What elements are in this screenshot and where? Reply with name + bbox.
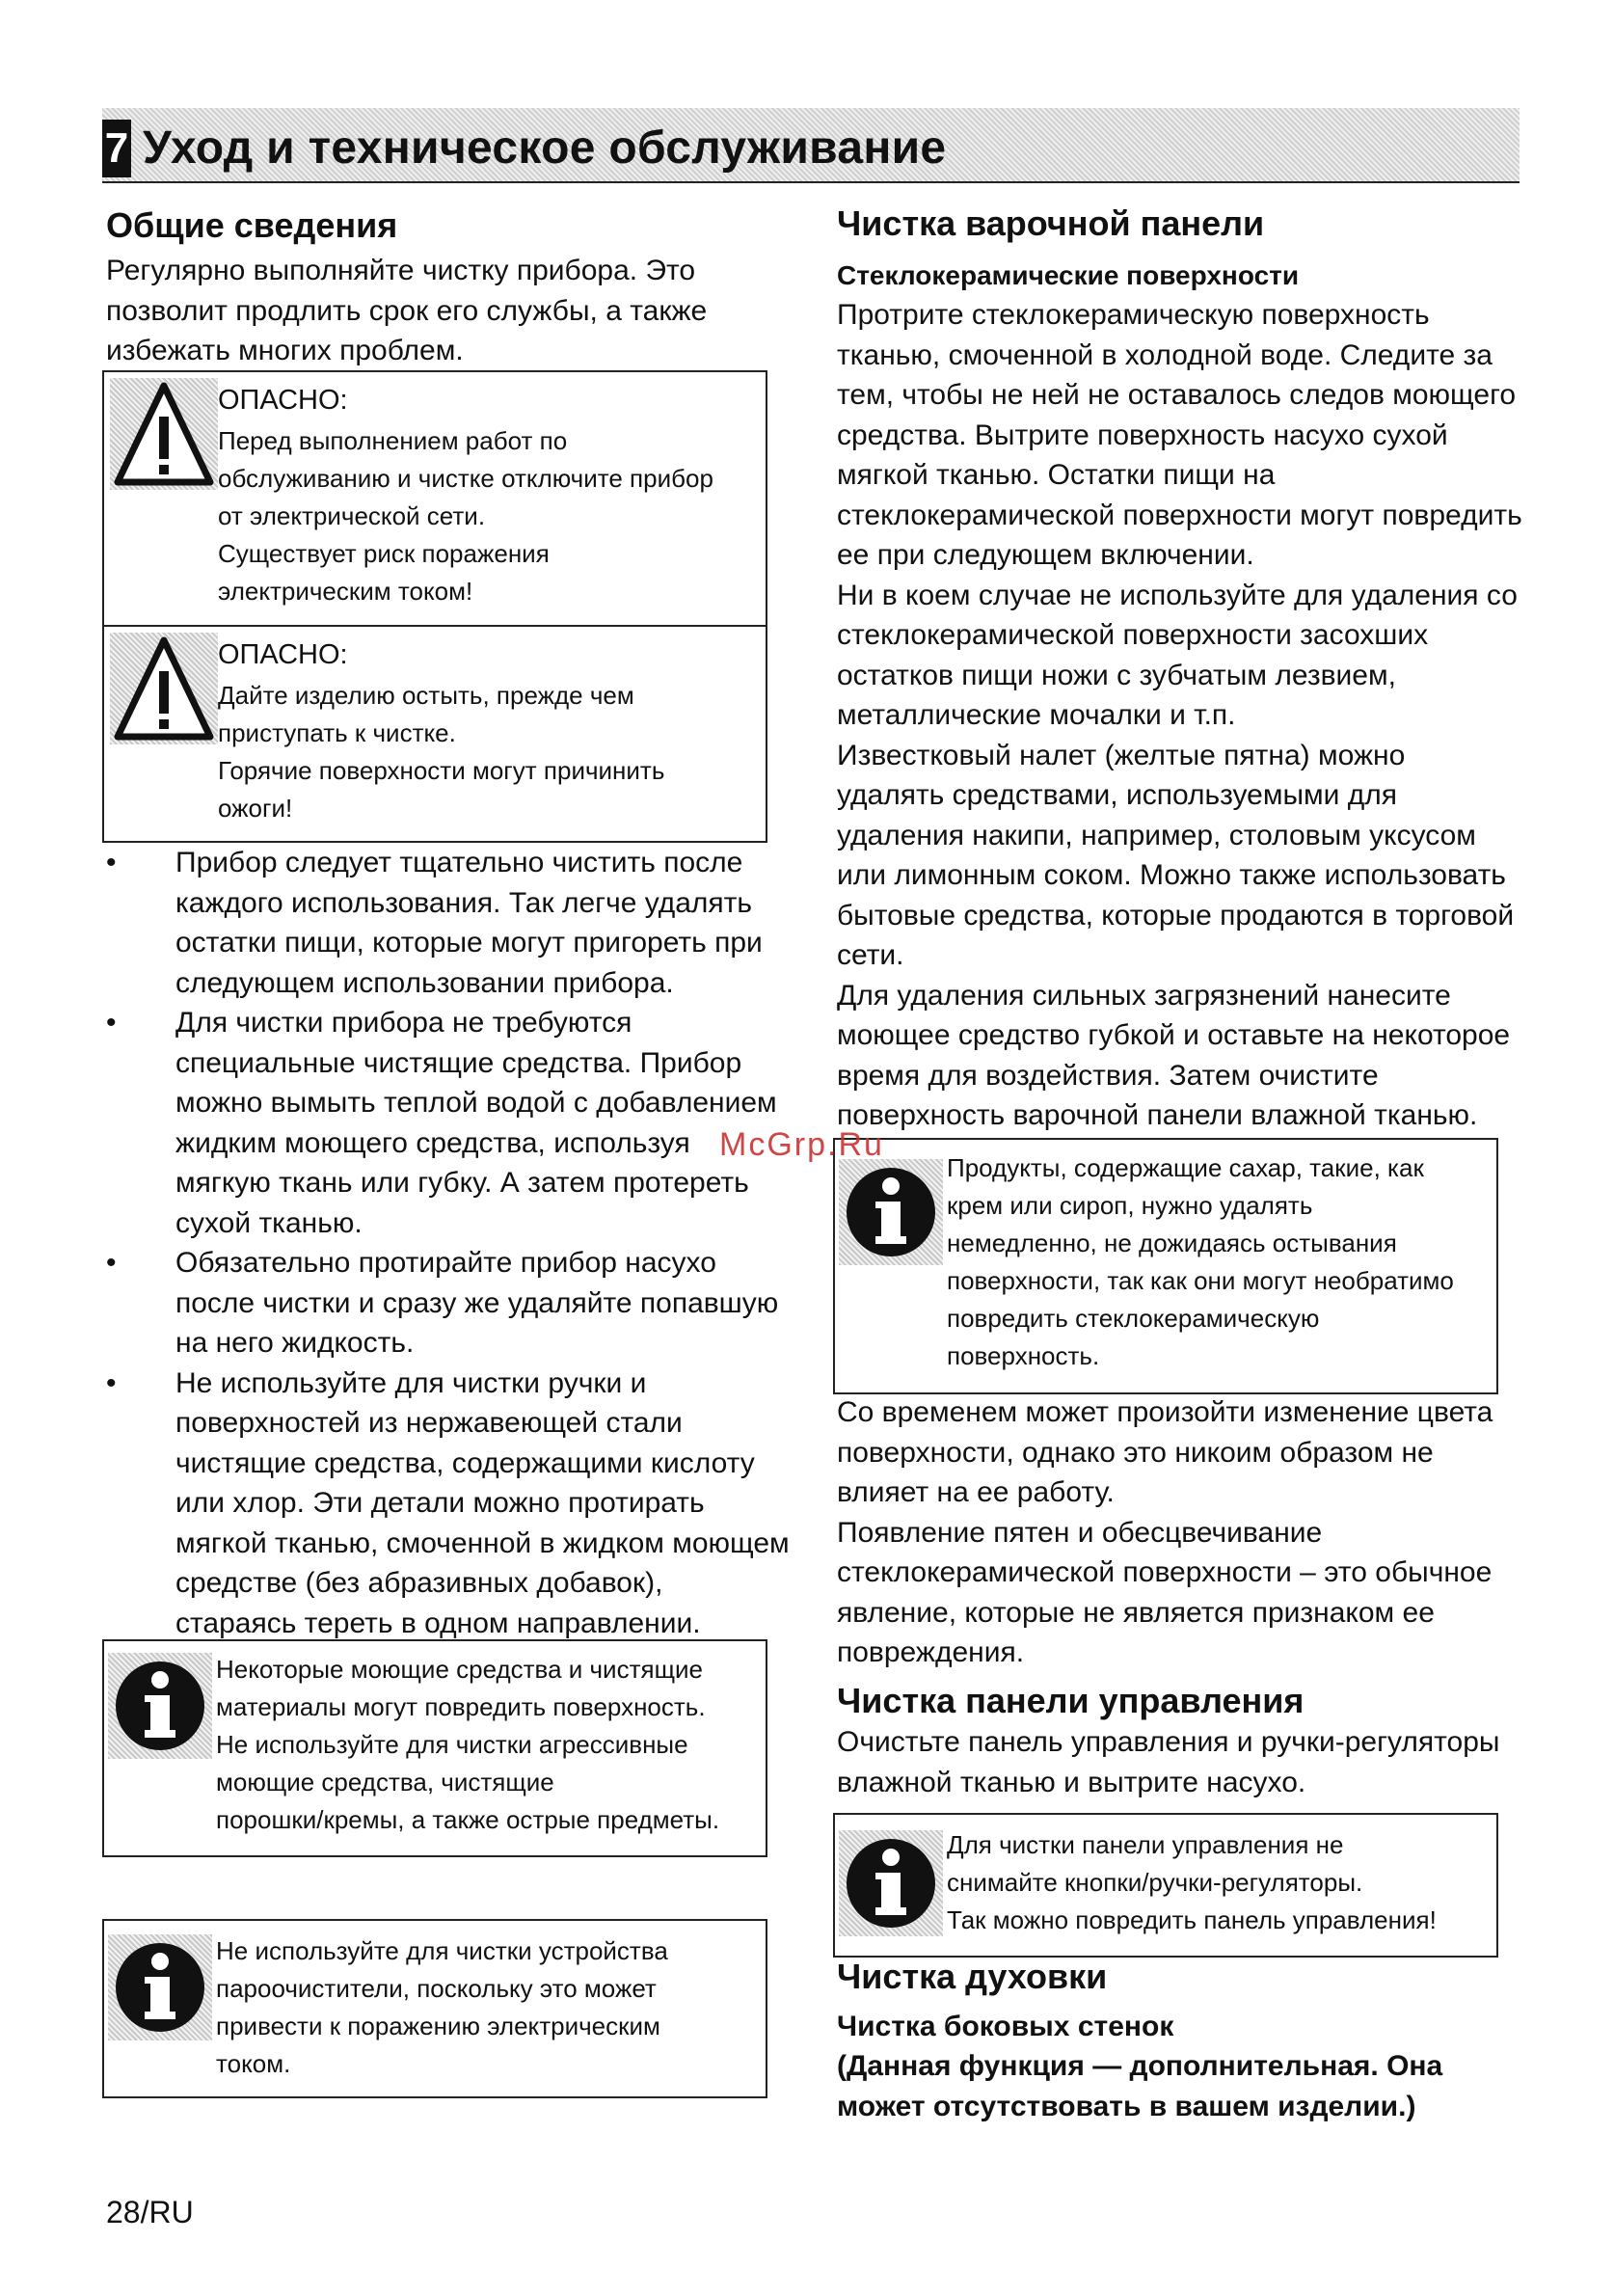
info-notice (833, 1813, 1498, 1958)
danger-notice (102, 370, 767, 627)
info-line: Не используйте для чистки агрессивные (216, 1730, 688, 1759)
hob-text (837, 295, 1527, 1136)
oven-subheading: Чистка боковых стенок (837, 2011, 1174, 2042)
hob-line: или лимонным соком. Можно также использовать (837, 859, 1506, 891)
warning-triangle-icon (110, 633, 218, 744)
info-text (947, 1826, 1437, 1939)
info-line: моющие средства, чистящие (216, 1768, 554, 1796)
hob-line: сети. (837, 939, 904, 971)
hob-line: средства. Вытрите поверхность насухо сухой (837, 419, 1448, 451)
info-icon (108, 1934, 212, 2040)
info-notice (102, 1639, 767, 1857)
info-line: поверхности, так как они могут необратимо (947, 1266, 1454, 1295)
info-line: материалы могут повредить поверхность. (216, 1692, 706, 1721)
hob-after-line: явление, которые не является признаком ее (837, 1596, 1435, 1629)
bullet-line: Обязательно протирайте прибор насухо (175, 1247, 716, 1279)
oven-heading: Чистка духовки (837, 1957, 1108, 1996)
hob-line: Протрите стеклокерамическую поверхность (837, 299, 1430, 331)
hob-line: бытовые средства, которые продаются в торговой (837, 899, 1515, 932)
info-line: снимайте кнопки/ручки-регуляторы. (947, 1868, 1363, 1897)
warning-triangle-icon (110, 378, 218, 490)
hob-line: поверхность варочной панели влажной тканью. (837, 1099, 1478, 1131)
danger-notice (102, 625, 767, 843)
panel-heading: Чистка панели управления (837, 1681, 1305, 1720)
hob-after-line: Со временем может произойти изменение цвета (837, 1396, 1493, 1428)
oven-note-line: может отсутствовать в вашем изделии.) (837, 2090, 1416, 2122)
hob-after-line: повреждения. (837, 1636, 1025, 1668)
info-line: Для чистки панели управления не (947, 1830, 1344, 1859)
info-line: Не используйте для чистки устройства (216, 1936, 668, 1965)
danger-label: ОПАСНО: (218, 639, 348, 670)
hob-after-line: стеклокерамической поверхности – это обычное (837, 1556, 1493, 1588)
danger-line: приступать к чистке. (218, 718, 456, 747)
list-item (106, 1364, 791, 1644)
info-line: крем или сироп, нужно удалять (947, 1191, 1313, 1220)
bullet-line: каждого использования. Так легче удалять (175, 886, 753, 919)
general-section (106, 204, 791, 371)
panel-section (837, 1680, 1527, 1802)
hob-line: Для удаления сильных загрязнений нанесите (837, 979, 1451, 1012)
bullet-icon: • (106, 1007, 117, 1039)
hob-line: ее при следующем включении. (837, 539, 1254, 571)
hob-line: Ни в коем случае не используйте для удаления со (837, 579, 1518, 611)
danger-text (218, 422, 713, 610)
danger-text (218, 677, 664, 827)
hob-line: мягкой тканью. Остатки пищи на (837, 459, 1276, 491)
hob-line: удалять средствами, используемыми для (837, 779, 1398, 811)
danger-line: от электрической сети. (218, 501, 486, 530)
hob-line: тем, чтобы не ней не оставалось следов моющего (837, 379, 1517, 411)
info-line: поверхность. (947, 1341, 1100, 1370)
bullet-icon: • (106, 1247, 117, 1279)
list-item (106, 1243, 791, 1364)
hob-line: стеклокерамической поверхности засохших (837, 619, 1429, 651)
general-intro-line: избежать многих проблем. (106, 335, 464, 366)
info-text (947, 1149, 1454, 1375)
bullet-line: или хлор. Эти детали можно протирать (175, 1487, 705, 1519)
info-line: порошки/кремы, а также острые предметы. (216, 1805, 720, 1834)
hob-after-line: Появление пятен и обесцвечивание (837, 1516, 1323, 1549)
hob-line: тканью, смоченной в холодной воде. Следите за (837, 338, 1493, 371)
general-intro-line: Регулярно выполняйте чистку прибора. Это (106, 255, 696, 286)
danger-label: ОПАСНО: (218, 385, 348, 416)
hob-line: стеклокерамической поверхности могут повредить (837, 499, 1522, 531)
info-line: Некоторые моющие средства и чистящие (216, 1655, 703, 1684)
hob-heading: Чистка варочной панели (837, 203, 1265, 243)
chapter-number: 7 (102, 120, 131, 177)
danger-line: Горячие поверхности могут причинить (218, 756, 665, 785)
info-line: немедленно, не дожидаясь остывания (947, 1229, 1397, 1257)
hob-line: моющее средство губкой и оставьте на некоторое (837, 1019, 1511, 1051)
oven-section (837, 1956, 1527, 2126)
list-item (106, 1003, 791, 1243)
hob-line: Известковый налет (желтые пятна) можно (837, 739, 1406, 771)
bullet-line: Для чистки прибора не требуются (175, 1007, 632, 1039)
bullet-line: после чистки и сразу же удаляйте попавшую (175, 1286, 779, 1319)
info-line: Продукты, содержащие сахар, такие, как (947, 1153, 1424, 1182)
info-line: Так можно повредить панель управления! (947, 1905, 1437, 1934)
bullet-line: следующем использовании прибора. (175, 966, 674, 999)
hob-line: остатков пищи ножи с зубчатым лезвием, (837, 659, 1396, 691)
bullet-line: остатки пищи, которые могут пригореть при (175, 927, 763, 959)
danger-line: Дайте изделию остыть, прежде чем (218, 681, 634, 710)
bullet-line: можно вымыть теплой водой с добавлением (175, 1087, 777, 1119)
danger-line: Существует риск поражения (218, 539, 550, 568)
info-icon (839, 1830, 943, 1936)
chapter-header (102, 108, 1520, 183)
bullet-line: стараясь тереть в одном направлении. (175, 1607, 701, 1639)
panel-line: влажной тканью и вытрите насухо. (837, 1766, 1306, 1798)
general-heading: Общие сведения (106, 205, 398, 245)
info-line: током. (216, 2049, 291, 2078)
bullet-line: на него жидкость. (175, 1327, 415, 1359)
info-notice (833, 1138, 1498, 1394)
hob-after-line: влияет на ее работу. (837, 1476, 1115, 1508)
info-notice (102, 1919, 767, 2098)
list-item (106, 843, 791, 1003)
hob-after-text (837, 1392, 1527, 1673)
hob-section (837, 203, 1527, 1136)
hob-line: время для воздействия. Затем очистите (837, 1059, 1379, 1092)
bullet-line: поверхностей из нержавеющей стали (175, 1407, 683, 1439)
bullet-icon: • (106, 1366, 117, 1399)
bullet-icon: • (106, 847, 117, 878)
chapter-title: Уход и техническое обслуживание (143, 122, 947, 174)
info-text (216, 1651, 719, 1839)
page-number: 28/RU (106, 2195, 194, 2229)
care-bullets (106, 843, 791, 1643)
info-icon (108, 1653, 212, 1759)
bullet-line: Не используйте для чистки ручки и (175, 1366, 647, 1399)
info-icon (839, 1159, 943, 1265)
general-intro-line: позволит продлить срок его службы, а также (106, 294, 708, 327)
bullet-line: специальные чистящие средства. Прибор (175, 1046, 742, 1079)
danger-line: ожоги! (218, 794, 293, 823)
info-line: пароочистители, поскольку это может (216, 1974, 657, 2003)
info-line: повредить стеклокерамическую (947, 1304, 1320, 1333)
oven-note-line: (Данная функция — дополнительная. Она (837, 2050, 1443, 2082)
bullet-line: средстве (без абразивных добавок), (175, 1567, 663, 1599)
bullet-line: чистящие средства, содержащими кислоту (175, 1446, 755, 1479)
bullet-line: жидким моющего средства, используя (175, 1126, 690, 1159)
danger-line: Перед выполнением работ по (218, 426, 568, 455)
info-text (216, 1932, 668, 2083)
bullet-line: мягкую ткань или губку. А затем протереть (175, 1167, 749, 1199)
hob-line: удаления накипи, например, столовым уксусом (837, 819, 1476, 851)
hob-line: металлические мочалки и т.п. (837, 699, 1236, 731)
info-line: привести к поражению электрическим (216, 2012, 660, 2040)
bullet-line: мягкой тканью, смоченной в жидком моющем (175, 1526, 790, 1559)
panel-line: Очистьте панель управления и ручки-регуляторы (837, 1726, 1500, 1758)
hob-after-line: поверхности, однако это никоим образом не (837, 1436, 1434, 1469)
bullet-line: сухой тканью. (175, 1206, 363, 1239)
hob-subheading: Стеклокерамические поверхности (837, 260, 1300, 290)
danger-line: обслуживанию и чистке отключите прибор (218, 464, 713, 493)
bullet-line: Прибор следует тщательно чистить после (175, 847, 743, 878)
danger-line: электрическим током! (218, 577, 473, 606)
watermark: McGrp.Ru (719, 1126, 884, 1163)
